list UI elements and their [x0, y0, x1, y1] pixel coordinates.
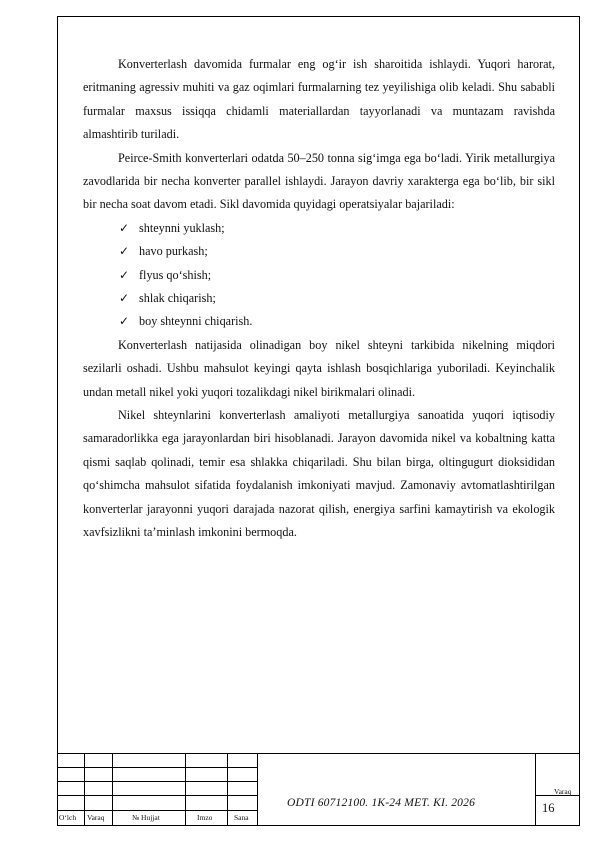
- document-body: [83, 53, 555, 544]
- list-item: [119, 287, 555, 310]
- paragraph: Peirce-Smith konverterlari odatda 50–250 tonna sig‘imga ega bo‘ladi. Yirik metallurgiya zavodlarida bir necha konverter parallel ishlaydi. Jarayon davriy xarakterga ega bo‘lib, bir sikl bir necha soat davom etadi. Sikl davomida quyidagi operatsiyalar bajariladi:: [83, 150, 555, 212]
- checkmark-icon: ✓: [119, 291, 130, 306]
- col-label-varaq: Varaq: [87, 813, 105, 822]
- title-block: [57, 753, 580, 826]
- col-label-hujjat: № Hujjat: [132, 813, 160, 822]
- col-label-imzo: Imzo: [197, 813, 213, 822]
- title-block-col-line: [227, 753, 228, 826]
- title-block-top-line: [57, 753, 580, 754]
- list-item-text: havo purkash;: [139, 244, 208, 259]
- checkmark-icon: ✓: [119, 267, 130, 282]
- list-item-text: boy shteynni chiqarish.: [139, 314, 253, 329]
- operations-list: [83, 217, 555, 334]
- title-block-col-line: [84, 753, 85, 826]
- checkmark-icon: ✓: [119, 220, 130, 235]
- checkmark-icon: ✓: [119, 244, 130, 259]
- list-item-text: shlak chiqarish;: [139, 291, 216, 306]
- title-block-col-line: [112, 753, 113, 826]
- document-code: ODTI 60712100. 1K-24 MET. KI. 2026: [287, 797, 476, 809]
- col-label-olch: O‘lch: [59, 813, 77, 822]
- title-block-col-line: [185, 753, 186, 826]
- paragraph: Konverterlash davomida furmalar eng og‘ir ish sharoitida ishlaydi. Yuqori harorat, eritmaning agressiv muhiti va gaz oqimlari furmalarning tez yeyilishiga olib keladi. Shu sababli furmalar maxsus issiqqa chidamli materiallardan tayyorlanadi va muntazam ravishda almashtirib turiladi.: [83, 57, 555, 142]
- title-block-col-line: [257, 753, 258, 826]
- sheet-label: Varaq: [554, 787, 572, 796]
- list-item: [119, 240, 555, 263]
- list-item: [119, 264, 555, 287]
- checkmark-icon: ✓: [119, 314, 130, 329]
- col-label-sana: Sana: [234, 813, 249, 822]
- paragraph: Konverterlash natijasida olinadigan boy nikel shteyni tarkibida nikelning miqdori sezilarli oshadi. Ushbu mahsulot keyingi qayta ishlash bosqichlariga yuboriladi. Keyinchalik undan metall nikel yoki yuqori tozalikdagi nikel birikmalari olinadi.: [83, 337, 555, 399]
- list-item-text: flyus qo‘shish;: [139, 267, 212, 282]
- page-number: 16: [542, 801, 555, 815]
- list-item-text: shteynni yuklash;: [139, 220, 225, 235]
- sheet-col-line: [535, 753, 536, 826]
- list-item: [119, 310, 555, 333]
- paragraph: Nikel shteynlarini konverterlash amaliyoti metallurgiya sanoatida yuqori iqtisodiy samaradorlikka ega jarayonlardan biri hisoblanadi. Jarayon davomida nikel va kobaltning katta qismi saqlab qolinadi, temir esa shlakka chiqariladi. Shu bilan birga, oltingugurt dioksididan qo‘shimcha mahsulot sifatida foydalanish imkoniyati mavjud. Zamonaviy avtomatlashtirilgan konverterlar jarayonni yuqori darajada nazorat qilish, energiya sarfini kamaytirish va ekologik xavfsizlikni ta’minlash imkonini bermoqda.: [83, 408, 555, 540]
- list-item: [119, 217, 555, 240]
